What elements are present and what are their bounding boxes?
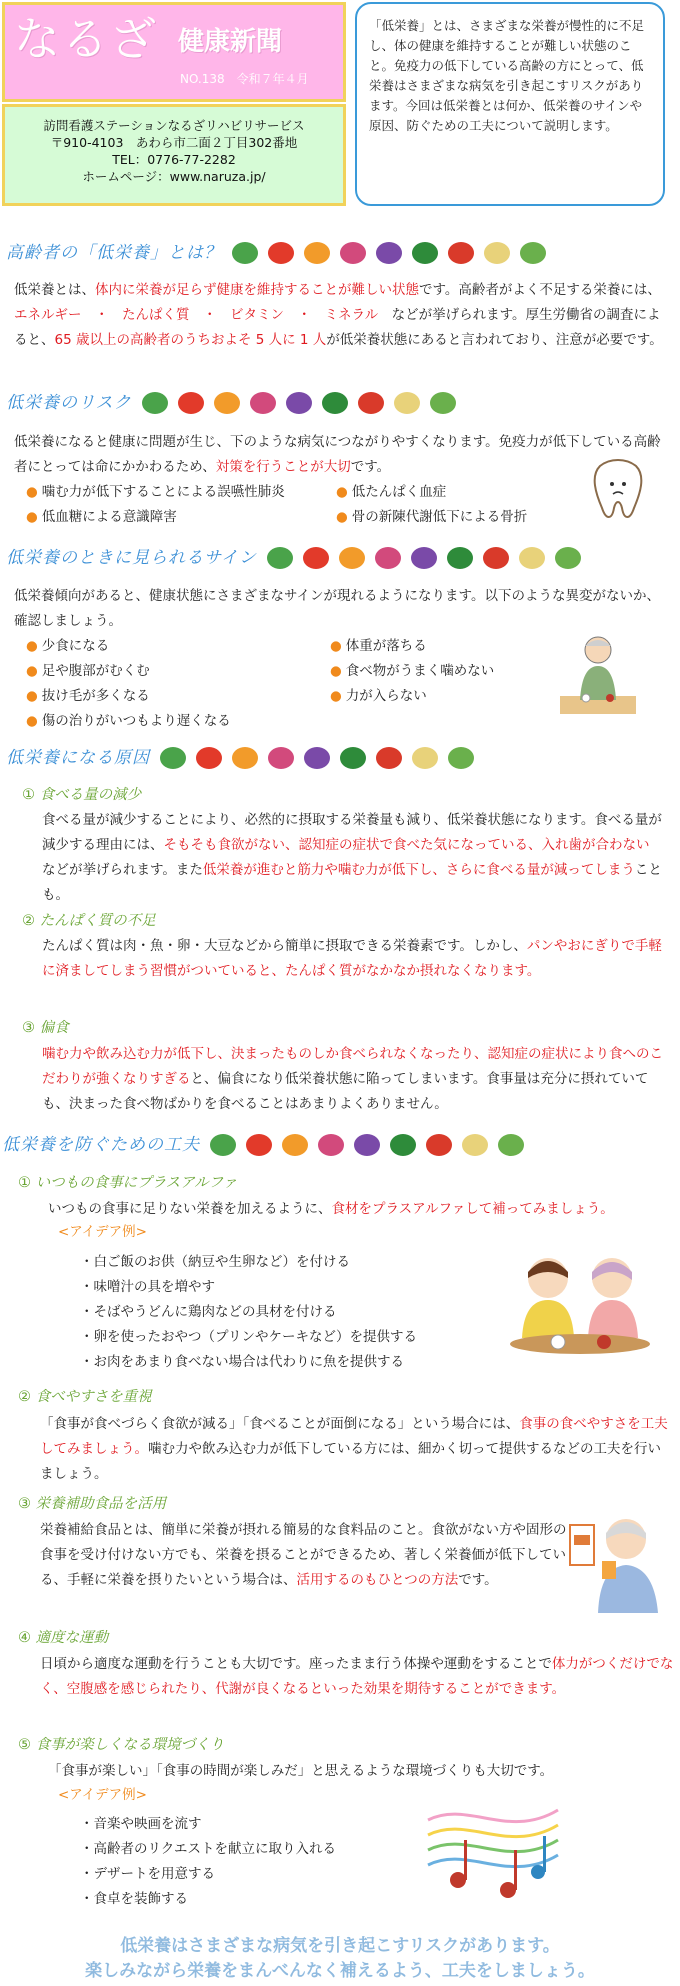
cause-body-3 [42,1042,668,1117]
list-item: ● 傷の治りがいつもより遅くなる [26,709,326,734]
address-box [2,104,346,206]
vegetable-icon [555,547,581,569]
vegetable-icon [267,547,293,569]
risk-list-right [336,480,596,530]
list-item: ・味噌汁の具を増やす [80,1279,215,1295]
text: 噛む力や飲み込む力が低下している方には、細かく切って提供するなどの工夫を行いましょう。 [40,1441,661,1482]
tip-heading-4: ④ 適度な運動 [18,1630,109,1646]
idea-list-2 [80,1812,420,1912]
tip-heading-2: ② 食べやすさを重視 [18,1389,152,1405]
list-item: ・食卓を装飾する [80,1891,188,1907]
org-name: 訪問看護ステーションなるざリハビリサービス [43,118,305,133]
vegetable-icon [304,242,330,264]
vegetable-icon [268,242,294,264]
music-notes-illustration [418,1790,568,1908]
vegetable-icon [250,392,276,414]
vegetable-illustrations [232,242,546,264]
text: です。 [350,459,391,475]
masthead-title: なるざ [14,12,158,66]
vegetable-icon [160,747,186,769]
tip-heading-3: ③ 栄養補助食品を活用 [18,1496,167,1512]
section-causes [6,745,676,771]
homepage: ホームページ：www.naruza.jp/ [82,169,266,184]
tip-body-2 [40,1412,670,1487]
list-item: ・卵を使ったおやつ（プリンやケーキなど）を提供する [80,1329,417,1345]
vegetable-icon [483,547,509,569]
elderly-man-eating-illustration [556,630,640,720]
vegetable-icon [246,1134,272,1156]
vegetable-icon [282,1134,308,1156]
vegetable-icon [232,242,258,264]
vegetable-illustrations [267,547,581,569]
list-item: ● 足や腹部がむくむ [26,659,326,684]
vegetable-icon [322,392,348,414]
highlight: 食事の食べやすさを工夫してみましょう。 [40,1416,668,1457]
highlight: 低栄養が進むと筋力や噛む力が低下し、さらに食べる量が減ってしまう [202,862,635,878]
section-signs-body: 低栄養傾向があると、健康状態にさまざまなサインが現れるようになります。以下のような異変がないか、確認しましょう。 [14,588,660,629]
text: が低栄養状態にあると言われており、注意が必要です。 [326,332,663,348]
highlight: そもそも食欲がない、認知症の症状で食べた気になっている、入れ歯が合わない [163,837,650,853]
text: 低栄養になると健康に問題が生じ、下のような病気につながりやすくなります。免疫力が低下している高齢者にとっては命にかかわるため、 [14,434,661,475]
elderly-woman-drinking-illustration [568,1505,664,1615]
closing-line: 楽しみながら栄養をまんべんなく補えるよう、工夫をしましょう。 [85,1961,595,1981]
vegetable-icon [232,747,258,769]
list-item: ・白ご飯のお供（納豆や生卵など）を付ける [80,1254,350,1270]
signs-list-left [26,634,326,734]
section-risk-body [14,430,664,480]
vegetable-illustrations [210,1134,524,1156]
list-item: ● 噛む力が低下することによる誤嚥性肺炎 [26,480,326,505]
list-item: ● 力が入らない [330,684,550,709]
highlight: 活用するのもひとつの方法 [296,1572,459,1588]
issue-number: NO.138 令和７年４月 [180,72,309,86]
highlight: パンやおにぎりで手軽に済ましてしまう習慣がついていると、たんぱく質がなかなか摂れなくなります。 [42,938,662,979]
section-prevention [2,1132,678,1158]
tip-body-1 [48,1197,673,1222]
vegetable-icon [390,1134,416,1156]
vegetable-icon [484,242,510,264]
elderly-women-eating-illustration [508,1248,658,1358]
text: ことも。 [42,862,662,903]
vegetable-illustrations [142,392,456,414]
cause-body-1 [42,808,662,908]
vegetable-icon [519,547,545,569]
list-item: ● 低血糖による意識障害 [26,505,326,530]
list-item: ・音楽や映画を流す [80,1816,202,1832]
idea-label-2: <アイデア例> [58,1787,147,1803]
list-item: ● 骨の新陳代謝低下による骨折 [336,505,596,530]
vegetable-icon [412,242,438,264]
signs-list-right [330,634,550,709]
text: 「食事が食べづらく食欲が減る」「食べることが面倒になる」という場合には、 [40,1416,520,1432]
vegetable-icon [214,392,240,414]
vegetable-icon [304,747,330,769]
tip-body-4 [40,1652,674,1702]
list-item: ● 体重が落ちる [330,634,550,659]
list-item: ● 抜け毛が多くなる [26,684,326,709]
vegetable-icon [340,747,366,769]
vegetable-icon [375,547,401,569]
list-item: ● 低たんぱく血症 [336,480,596,505]
vegetable-icon [339,547,365,569]
tip-body-3 [40,1518,568,1593]
text: 栄養補給食品とは、簡単に栄養が摂れる簡易的な食料品のこと。食欲がない方や固形の食事を受け付けない方でも、栄養を摂ることができるため、著しく栄養価が低下している、手軽に栄養を摂りたいという場合は、 [40,1522,567,1588]
text: 食べる量が減少することにより、必然的に摂取する栄養量も減り、低栄養状態になります。食べる量が減少する理由には、 [42,812,662,853]
vegetable-icon [430,392,456,414]
vegetable-icon [358,392,384,414]
text: 日頃から適度な運動を行うことも大切です。座ったまま行う体操や運動をすることで [40,1656,552,1672]
highlight: 食材をプラスアルファして補ってみましょう。 [331,1201,614,1217]
vegetable-icon [448,242,474,264]
phone: TEL：0776-77-2282 [112,152,236,167]
risk-list-left [26,480,326,530]
cause-heading-1: ① 食べる量の減少 [22,787,142,803]
text: です。高齢者がよく不足する栄養には、 [419,282,661,298]
text: と、偏食になり低栄養状態に陥ってしまいます。食事量は充分に摂れていても、決まった食べ物ばかりを食べることはあまりよくありません。 [42,1071,649,1112]
idea-list-1 [80,1250,500,1375]
text: などが挙げられます。また [42,862,203,878]
vegetable-icon [196,747,222,769]
vegetable-icon [426,1134,452,1156]
masthead-subtitle: 健康新聞 [178,27,283,57]
section-heading: 低栄養のときに見られるサイン [6,548,257,568]
section-heading: 高齢者の「低栄養」とは？ [6,243,222,263]
list-item: ● 食べ物がうまく噛めない [330,659,550,684]
section-signs [6,545,676,571]
highlight: 65 歳以上の高齢者のうちおよそ 5 人に 1 人 [54,332,327,348]
tooth-illustration [588,458,648,526]
highlight: 体内に栄養が足らず健康を維持することが難しい状態 [95,282,419,298]
section-risk [6,390,676,416]
vegetable-icon [447,547,473,569]
vegetable-icon [376,242,402,264]
vegetable-icon [376,747,402,769]
section-heading: 低栄養を防ぐための工夫 [2,1135,200,1155]
text: 低栄養とは、 [14,282,95,298]
highlight: 噛む力や飲み込む力が低下し、決まったものしか食べられなくなったり、認知症の症状により食へのこだわりが強くなりすぎる [42,1046,663,1087]
postal-address: 〒910-4103 あわら市二面２丁目302番地 [50,135,298,150]
vegetable-icon [318,1134,344,1156]
vegetable-illustrations [160,747,474,769]
text: いつもの食事に足りない栄養を加えるように、 [48,1201,332,1217]
text: などが挙げられます。厚生労働省の調査によると、 [14,307,661,348]
highlight: 体力がつくだけでなく、空腹感を感じられたり、代謝が良くなるといった効果を期待することができます。 [40,1656,674,1697]
vegetable-icon [498,1134,524,1156]
cause-heading-3: ③ 偏食 [22,1020,69,1036]
list-item: ● 少食になる [26,634,326,659]
cause-body-2 [42,934,662,984]
highlight: 対策を行うことが大切 [215,459,351,475]
closing-line: 低栄養はさまざまな病気を引き起こすリスクがあります。 [120,1936,560,1956]
list-item: ・高齢者のリクエストを献立に取り入れる [80,1841,336,1857]
vegetable-icon [178,392,204,414]
vegetable-icon [286,392,312,414]
vegetable-icon [462,1134,488,1156]
vegetable-icon [411,547,437,569]
vegetable-icon [520,242,546,264]
closing-message [0,1934,680,1984]
vegetable-icon [394,392,420,414]
cause-heading-2: ② たんぱく質の不足 [22,913,156,929]
list-item: ・デザートを用意する [80,1866,215,1882]
vegetable-icon [142,392,168,414]
list-item: ・お肉をあまり食べない場合は代わりに魚を提供する [80,1354,404,1370]
text: たんぱく質は肉・魚・卵・大豆などから簡単に摂取できる栄養素です。しかし、 [42,938,527,954]
vegetable-icon [340,242,366,264]
section-heading: 低栄養になる原因 [6,748,150,768]
section-what-is-body [14,278,664,353]
tip-heading-1: ① いつもの食事にプラスアルファ [18,1175,238,1191]
vegetable-icon [354,1134,380,1156]
vegetable-icon [412,747,438,769]
section-what-is [6,240,676,266]
intro-text: 「低栄養」とは、さまざまな栄養が慢性的に不足し、体の健康を維持することが難しい状態のこと。免疫力の低下している高齢の方にとって、低栄養はさまざまな病気を引き起こすリスクがあります。今回は低栄養とは何か、低栄養のサインや原因、防ぐための工夫について説明します。 [369,18,645,133]
vegetable-icon [303,547,329,569]
list-item: ・そばやうどんに鶏肉などの具材を付ける [80,1304,337,1320]
tip-heading-5: ⑤ 食事が楽しくなる環境づくり [18,1737,225,1753]
vegetable-icon [448,747,474,769]
idea-label-1: <アイデア例> [58,1224,147,1240]
nutrient-list: エネルギー ・ たんぱく質 ・ ビタミン ・ ミネラル [14,307,379,323]
tip-body-5: 「食事が楽しい」「食事の時間が楽しみだ」と思えるような環境づくりも大切です。 [48,1763,554,1779]
section-heading: 低栄養のリスク [6,393,132,413]
text: です。 [458,1572,498,1588]
vegetable-icon [210,1134,236,1156]
vegetable-icon [268,747,294,769]
intro-box [355,2,665,206]
